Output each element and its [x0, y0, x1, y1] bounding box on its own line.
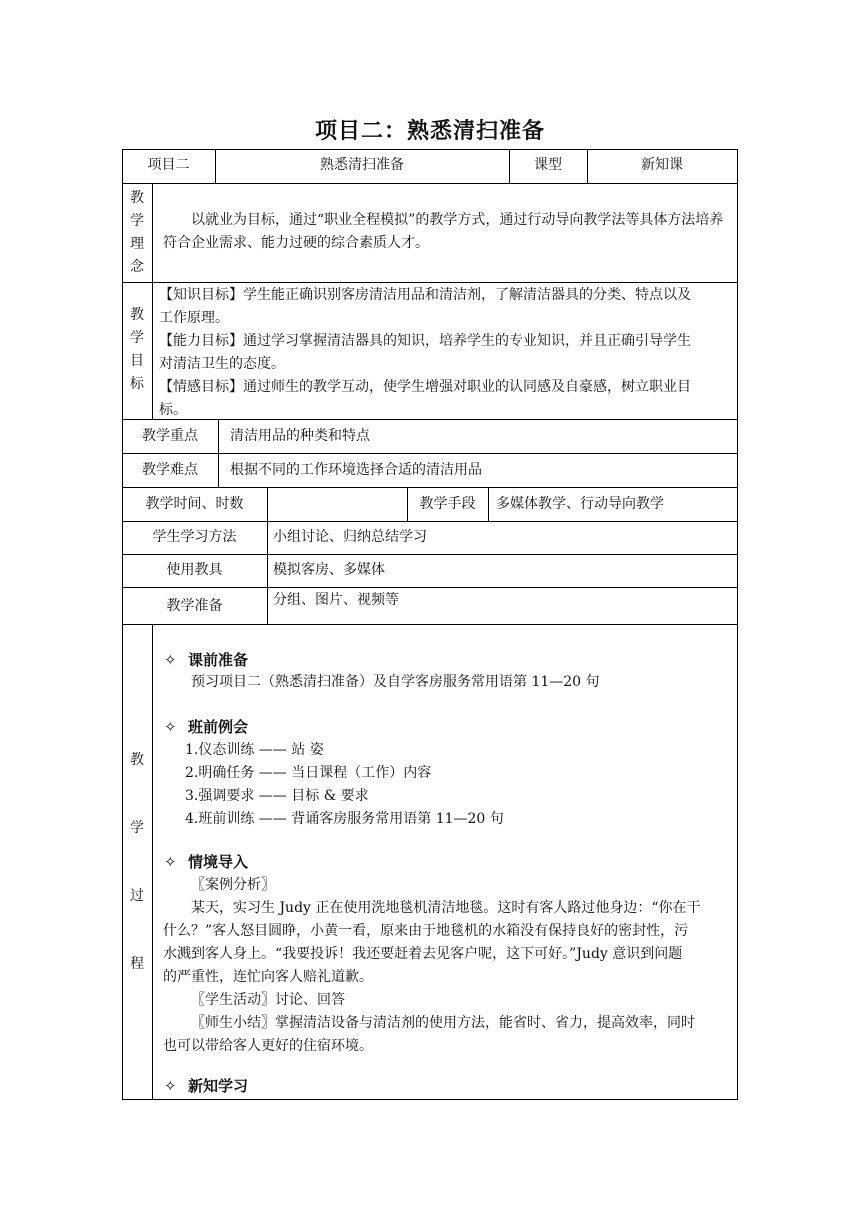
briefing-item: 4.班前训练 —— 背诵客房服务常用语第 11—20 句: [185, 811, 504, 827]
briefing-item: 1.仪态训练 —— 站 姿: [185, 742, 324, 758]
col-divider: [152, 624, 153, 1099]
case-line: 水溅到客人身上。“我要投诉！我还要赶着去见客户呢，这下可好。”Judy 意识到问题: [163, 946, 683, 962]
key-point-value: 清洁用品的种类和特点: [230, 428, 370, 444]
goal-line: 【知识目标】学生能正确识别客房清洁用品和清洁剂，了解清洁器具的分类、特点以及: [159, 287, 691, 303]
process-label-char: 程: [130, 956, 144, 972]
pre-class-text: 预习项目二（熟悉清扫准备）及自学客房服务常用语第 11—20 句: [191, 674, 600, 690]
diamond-bullet-icon: ✧: [164, 651, 177, 669]
process-label-char: 过: [130, 888, 144, 904]
lesson-type-value: 新知课: [641, 157, 683, 173]
diamond-bullet-icon: ✧: [164, 853, 177, 871]
process-label-char: 教: [130, 752, 144, 768]
row-divider: [122, 554, 738, 555]
section-new-knowledge: [164, 1075, 248, 1098]
case-analysis-label: 〖案例分析〗: [191, 877, 275, 893]
col-divider: [267, 487, 268, 521]
goals-label: 教 学 目 标: [130, 307, 144, 392]
row-divider: [122, 521, 738, 522]
goal-line: 标。: [159, 402, 187, 418]
process-label-char: 学: [130, 820, 144, 836]
summary-line: 也可以带给客人更好的住宿环境。: [163, 1038, 373, 1054]
student-activity: 〖学生活动〗讨论、回答: [191, 992, 345, 1008]
teaching-aids-label: 使用教具: [166, 562, 223, 578]
section-title: 班前例会: [188, 718, 249, 736]
section-pre-class: [164, 649, 248, 672]
lesson-plan-table: [122, 149, 738, 1100]
diamond-bullet-icon: ✧: [164, 1077, 177, 1095]
diamond-bullet-icon: ✧: [164, 718, 177, 736]
goal-line: 【情感目标】通过师生的教学互动，使学生增强对职业的认同感及自豪感，树立职业目: [159, 379, 691, 395]
case-line: 什么？”客人怒目圆睁，小黄一看，原来由于地毯机的水箱没有保持良好的密封性，污: [163, 923, 689, 939]
difficulty-value: 根据不同的工作环境选择合适的清洁用品: [230, 462, 482, 478]
teaching-aids-value: 模拟客房、多媒体: [273, 562, 385, 578]
philosophy-label: 教 学 理 念: [130, 190, 144, 275]
section-briefing: [164, 716, 248, 739]
row-divider: [122, 183, 738, 184]
learning-method-label: 学生学习方法: [152, 529, 237, 545]
section-title: 新知学习: [188, 1077, 249, 1095]
teaching-means-label: 教学手段: [419, 496, 476, 512]
teaching-prep-value: 分组、图片、视频等: [273, 592, 399, 608]
teaching-prep-label: 教学准备: [166, 598, 223, 614]
section-title: 课前准备: [188, 651, 249, 669]
row-divider: [122, 487, 738, 488]
row-divider: [122, 624, 738, 625]
table-border-bottom: [122, 1099, 738, 1100]
briefing-item: 2.明确任务 —— 当日课程（工作）内容: [185, 765, 432, 781]
goal-line: 【能力目标】通过学习掌握清洁器具的知识，培养学生的专业知识，并且正确引导学生: [159, 333, 691, 349]
case-line: 的严重性，连忙向客人赔礼道歉。: [163, 969, 373, 985]
row-divider: [122, 453, 738, 454]
case-line: 某天，实习生 Judy 正在使用洗地毯机清洁地毯。这时有客人路过他身边：“你在干: [191, 900, 701, 916]
col-divider: [218, 419, 219, 487]
lesson-type-label: 课型: [534, 157, 562, 173]
row-divider: [122, 587, 738, 588]
goal-line: 对清洁卫生的态度。: [159, 356, 285, 372]
row-divider: [122, 419, 738, 420]
summary-line: 〖师生小结〗掌握清洁设备与清洁剂的使用方法，能省时、省力，提高效率，同时: [191, 1015, 695, 1031]
row-divider: [122, 282, 738, 283]
teaching-time-label: 教学时间、时数: [145, 496, 244, 512]
col-divider: [488, 487, 489, 521]
col-divider: [267, 521, 268, 624]
philosophy-text: 以就业为目标，通过“职业全程模拟”的教学方式，通过行动导向教学法等具体方法培养符合企业需求、能力过硬的综合素质人才。: [163, 212, 724, 251]
table-border-right: [737, 149, 738, 1100]
briefing-item: 3.强调要求 —— 目标 & 要求: [185, 788, 369, 804]
section-title: 情境导入: [188, 853, 249, 871]
document-title: 项目二：熟悉清扫准备: [314, 118, 545, 144]
goal-line: 工作原理。: [159, 310, 229, 326]
project-name: 熟悉清扫准备: [320, 157, 404, 173]
difficulty-label: 教学难点: [142, 462, 198, 478]
teaching-means-value: 多媒体教学、行动导向教学: [496, 496, 664, 512]
section-scenario: [164, 851, 248, 874]
key-point-label: 教学重点: [142, 428, 198, 444]
learning-method-value: 小组讨论、归纳总结学习: [273, 529, 427, 545]
col-divider: [152, 183, 153, 419]
project-label: 项目二: [147, 157, 190, 173]
